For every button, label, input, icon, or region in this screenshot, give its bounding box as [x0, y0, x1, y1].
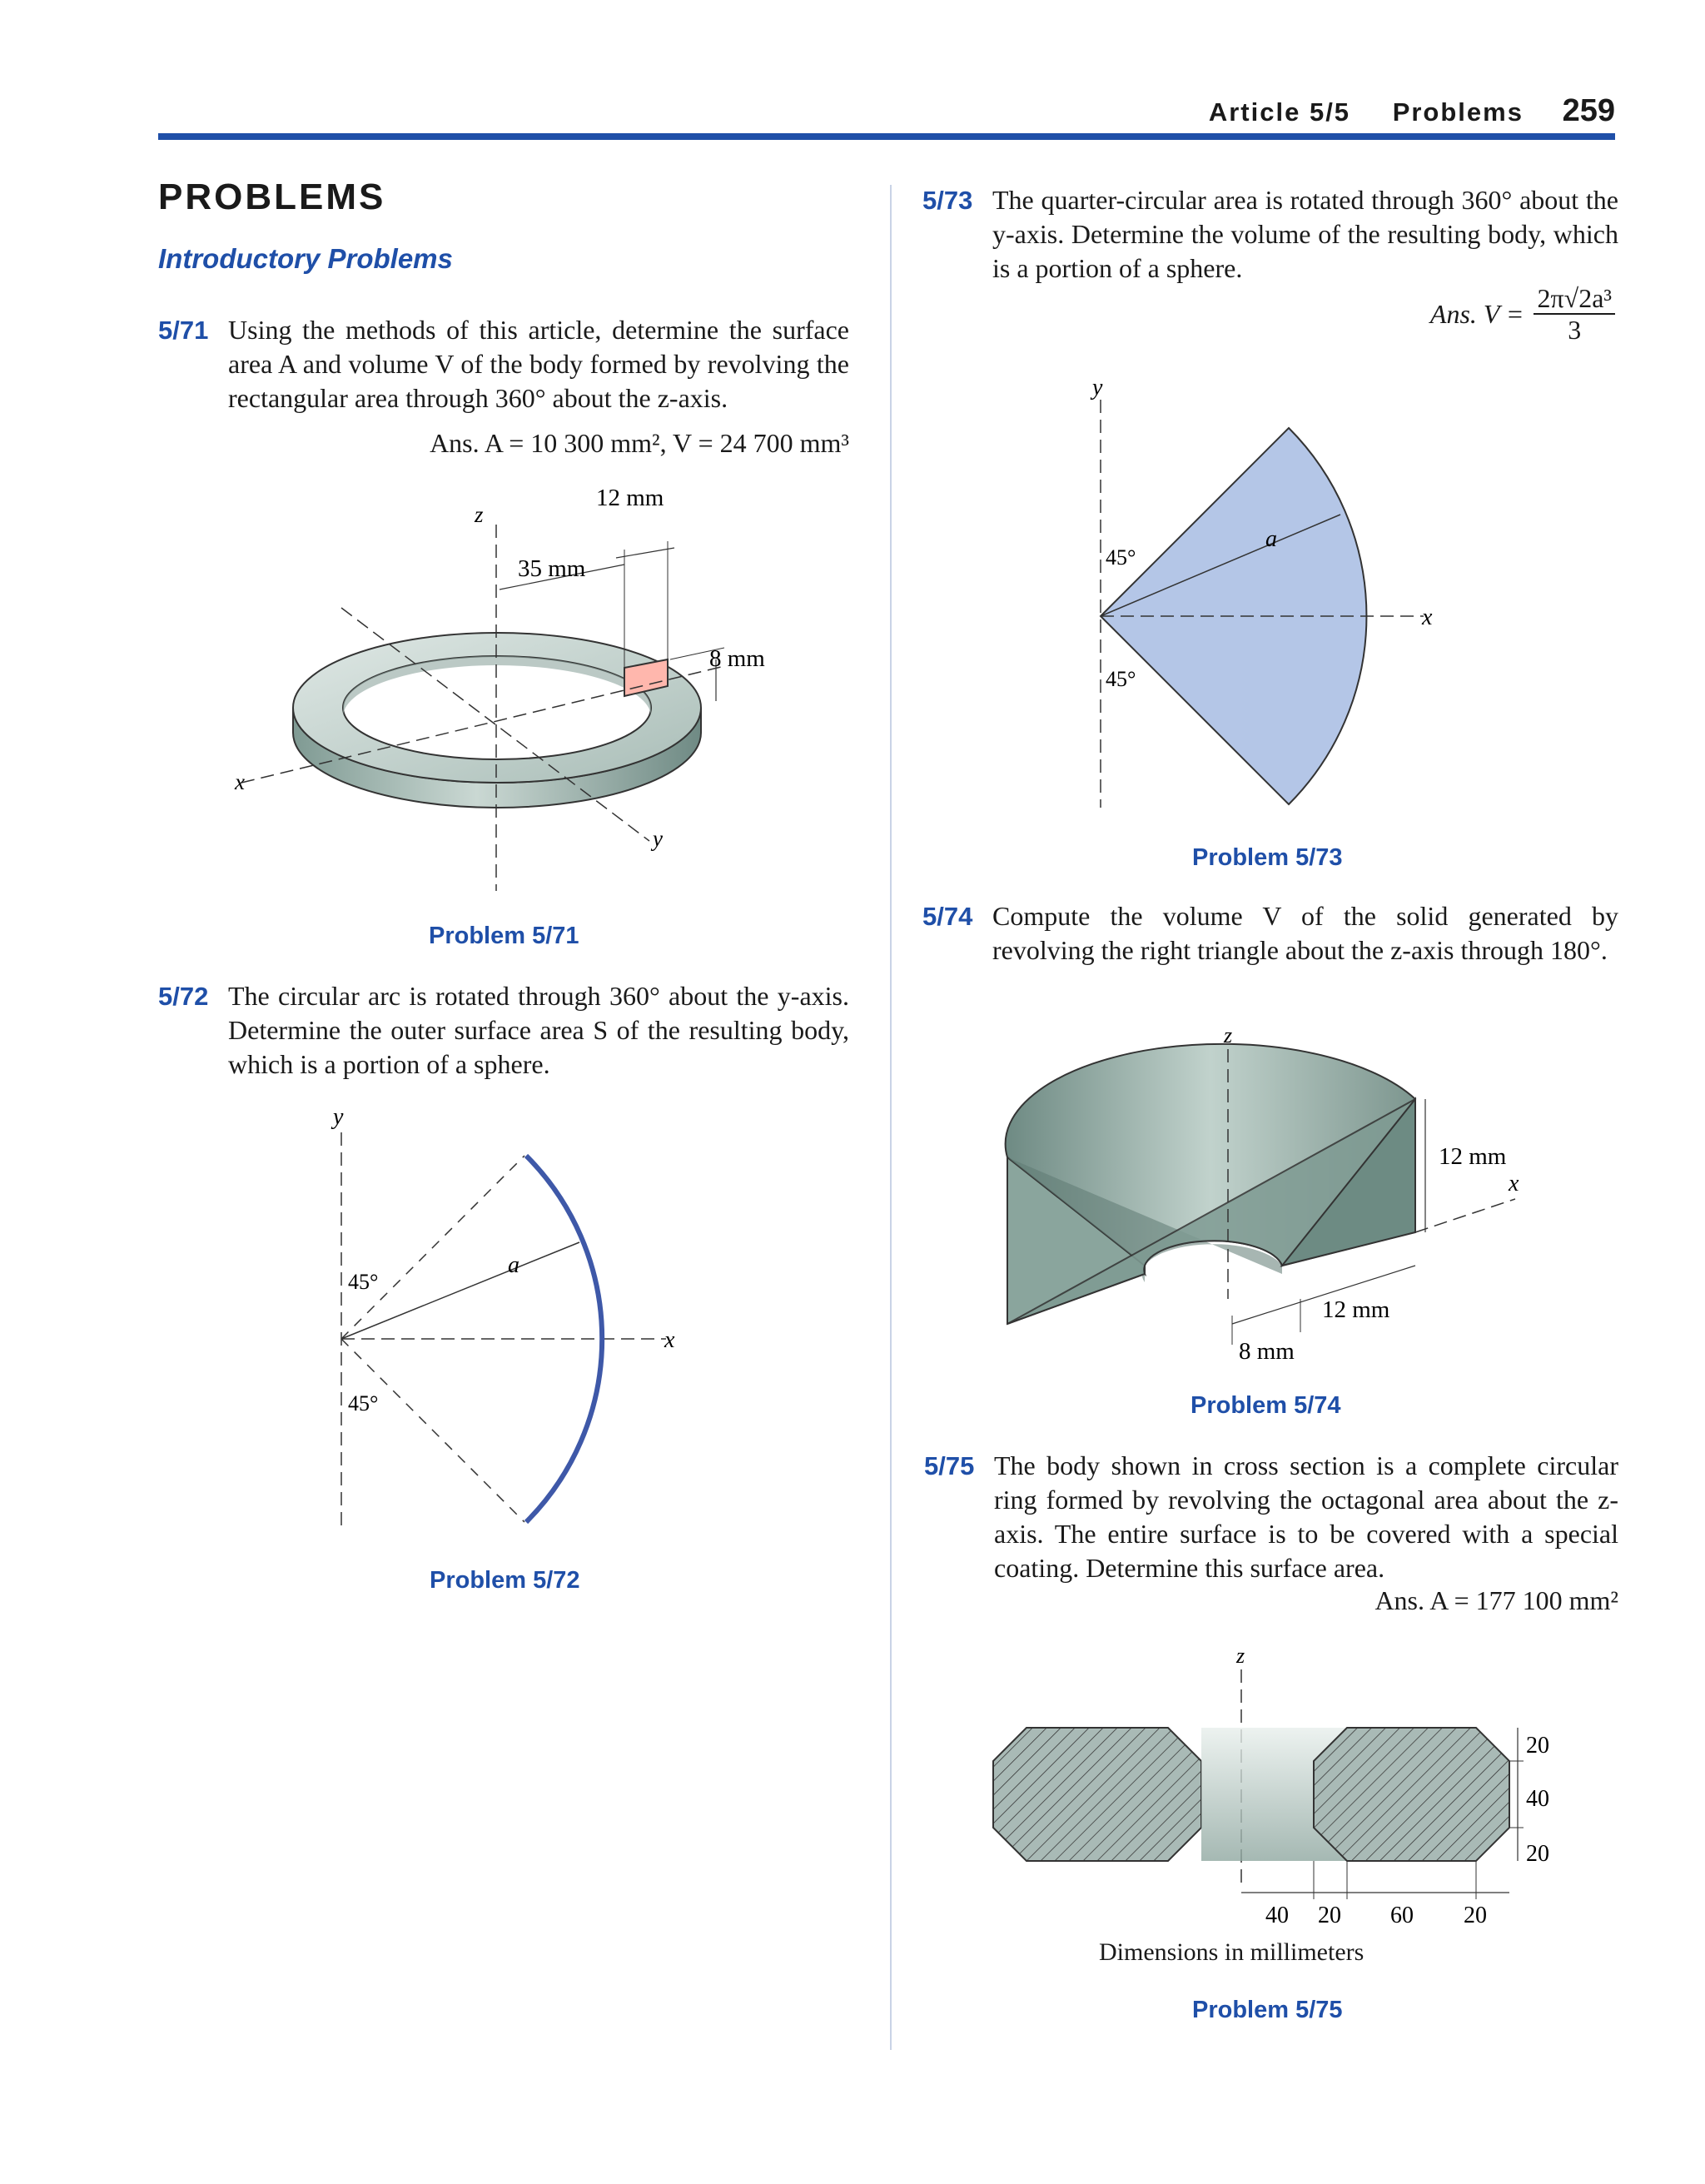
answer-prefix: Ans. V =: [1429, 298, 1524, 329]
problem-5-72: [158, 979, 849, 1082]
dim-35mm: 35 mm: [518, 555, 586, 582]
problem-5-75: [924, 1449, 1618, 1585]
subsection-title: Introductory Problems: [158, 243, 453, 274]
dim-base-12mm: 12 mm: [1322, 1296, 1390, 1323]
axis-z-label: z: [475, 502, 484, 527]
problem-number: 5/73: [922, 186, 973, 215]
axis-y-label: y: [653, 826, 663, 851]
dim-h-40: 40: [1265, 1903, 1289, 1928]
caption-5-74: Problem 5/74: [1191, 1392, 1341, 1419]
page-number: 259: [1562, 93, 1615, 128]
figure-5-71: [225, 483, 765, 899]
problem-5-74: [922, 899, 1618, 968]
answer-denominator: 3: [1568, 315, 1582, 345]
answer-fraction: [1534, 283, 1615, 345]
section-title: PROBLEMS: [158, 177, 386, 217]
problem-text: Compute the volume V of the solid generated by revolving the right triangle about the z-axis through 180°.: [992, 901, 1618, 965]
dim-v-40: 40: [1526, 1786, 1549, 1812]
axis-x-label: x: [1422, 604, 1433, 630]
dim-inner-8mm: 8 mm: [1239, 1338, 1295, 1365]
answer-5-75: Ans. A = 177 100 mm²: [1374, 1585, 1618, 1615]
problem-5-73: [922, 183, 1618, 286]
angle-lower-label: 45°: [348, 1391, 379, 1415]
answer-5-73: [1430, 283, 1615, 345]
problem-text: The quarter-circular area is rotated through 360° about the y-axis. Determine the volume of the resulting body, which is a portion of a sphere.: [992, 185, 1618, 283]
answer-5-71: Ans. A = 10 300 mm², V = 24 700 mm³: [430, 428, 849, 458]
dimensions-note: Dimensions in millimeters: [1099, 1938, 1364, 1966]
dim-v-20-bottom: 20: [1526, 1841, 1549, 1867]
caption-5-75: Problem 5/75: [1192, 1997, 1343, 2023]
dim-8mm: 8 mm: [709, 645, 765, 672]
caption-5-71: Problem 5/71: [429, 923, 579, 949]
angle-lower-label: 45°: [1106, 667, 1136, 691]
running-head: [1209, 93, 1615, 129]
answer-numerator: 2π√2a³: [1534, 283, 1615, 315]
axis-x-label: x: [235, 769, 245, 794]
figure-5-73: [1074, 375, 1474, 816]
radius-label: a: [508, 1252, 519, 1278]
dim-v-20-top: 20: [1526, 1733, 1549, 1759]
dim-h-20-b: 20: [1464, 1903, 1487, 1928]
dim-h-60: 60: [1390, 1903, 1414, 1928]
axis-y-label: y: [1092, 375, 1103, 400]
header-rule: [158, 133, 1615, 140]
article-label: Article 5/5: [1208, 97, 1351, 127]
problem-number: 5/75: [924, 1451, 975, 1480]
figure-5-72: [316, 1099, 699, 1549]
axis-z-label: z: [1236, 1644, 1245, 1668]
axis-x-label: x: [1509, 1171, 1519, 1196]
axis-z-label: z: [1224, 1023, 1233, 1047]
problem-5-71: [158, 313, 849, 415]
dim-h-20-a: 20: [1318, 1903, 1341, 1928]
angle-upper-label: 45°: [1106, 545, 1136, 570]
caption-5-73: Problem 5/73: [1192, 844, 1343, 871]
problem-number: 5/72: [158, 982, 209, 1011]
figure-5-75: [982, 1636, 1565, 1936]
figure-5-74: [999, 1016, 1548, 1374]
problem-number: 5/74: [922, 902, 973, 931]
axis-x-label: x: [664, 1327, 675, 1353]
problem-text: The circular arc is rotated through 360° about the y-axis. Determine the outer surface area S of the resulting body, which is a portion of a sphere.: [228, 981, 849, 1079]
column-divider: [890, 185, 892, 2050]
problem-number: 5/71: [158, 316, 209, 345]
dim-12mm: 12 mm: [596, 485, 664, 511]
axis-y-label: y: [333, 1104, 344, 1130]
angle-upper-label: 45°: [348, 1270, 379, 1294]
problem-text: The body shown in cross section is a complete circular ring formed by revolving the octagonal area about the z-axis. The entire surface is to be covered with a special coating. Determine this surface area.: [994, 1450, 1618, 1583]
radius-label: a: [1265, 526, 1277, 552]
section-label: Problems: [1392, 97, 1524, 127]
caption-5-72: Problem 5/72: [430, 1567, 580, 1594]
dim-height-12mm: 12 mm: [1439, 1143, 1507, 1170]
problem-text: Using the methods of this article, determine the surface area A and volume V of the body formed by revolving the rectangular area through 360° about the z-axis.: [228, 315, 849, 413]
